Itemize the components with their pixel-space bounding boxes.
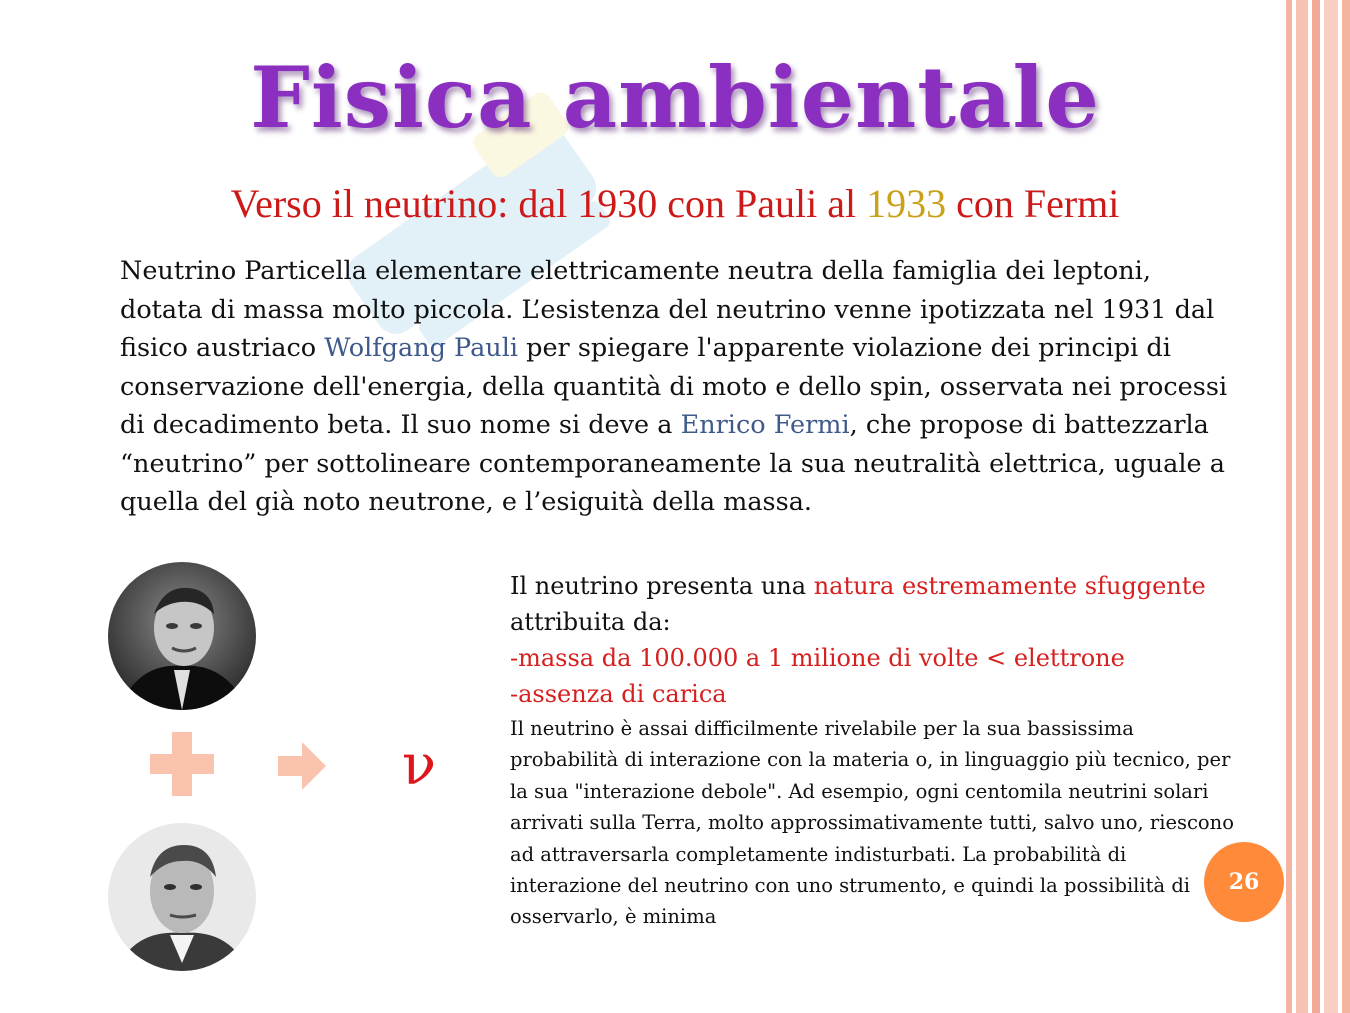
neutrino-symbol: ν [402, 733, 437, 798]
nature-point-mass: -massa da 100.000 a 1 milione di volte < elettrone [510, 644, 1125, 672]
nature-rest: attribuita da: [510, 608, 671, 636]
arrow-right-icon [278, 742, 326, 790]
nature-highlight: natura estremamente sfuggente [813, 572, 1206, 600]
subtitle-text-start: Verso il neutrino: dal 1930 con Pauli al [230, 181, 867, 226]
neutrino-nature [510, 568, 1230, 712]
decorative-stripes [1286, 0, 1350, 1013]
nature-intro: Il neutrino presenta una [510, 572, 814, 600]
slide-title: Fisica ambientale [250, 48, 1100, 147]
definition-text-1: Neutrino Particella elementare elettricamente neutra della famiglia dei leptoni, dotata di massa molto piccola. L’esistenza del neutrino venne ipotizzata nel 1931 dal fisico austriaco [120, 256, 1215, 363]
link-wolfgang-pauli[interactable]: Wolfgang Pauli [324, 333, 519, 363]
neutrino-definition [120, 252, 1240, 522]
page-number-badge: 26 [1204, 842, 1284, 922]
plus-icon [150, 732, 214, 796]
portrait-pauli [108, 562, 256, 710]
subtitle-text-end: con Fermi [946, 181, 1120, 226]
detection-paragraph: Il neutrino è assai difficilmente rivelabile per la sua bassissima probabilità di interazione con la materia o, in linguaggio più tecnico, per la sua "interazione debole". Ad esempio, ogni centomila neutrini solari arrivati sulla Terra, molto approssimativamente tutti, salvo uno, riescono ad attraversarla completamente indisturbati. La probabilità di interazione del neutrino con uno strumento, e quindi la possibilità di osservarlo, è minima [510, 717, 1234, 929]
definition-text-2: per spiegare l'apparente violazione dei principi di conservazione dell'energia, della quantità di moto e dello spin, osservata nei processi di decadimento beta. Il suo nome si deve a [120, 333, 1228, 440]
definition-text-3: , che propose di battezzarla “neutrino” per sottolineare contemporaneamente la sua neutralità elettrica, uguale a quella del già noto neutrone, e l’esiguità della massa. [120, 410, 1225, 517]
portrait-fermi [108, 823, 256, 971]
nature-statement [510, 568, 1230, 640]
subtitle-year: 1933 [866, 181, 947, 226]
link-enrico-fermi[interactable]: Enrico Fermi [680, 410, 850, 440]
slide-subtitle [0, 180, 1350, 227]
nature-point-charge: -assenza di carica [510, 680, 727, 708]
